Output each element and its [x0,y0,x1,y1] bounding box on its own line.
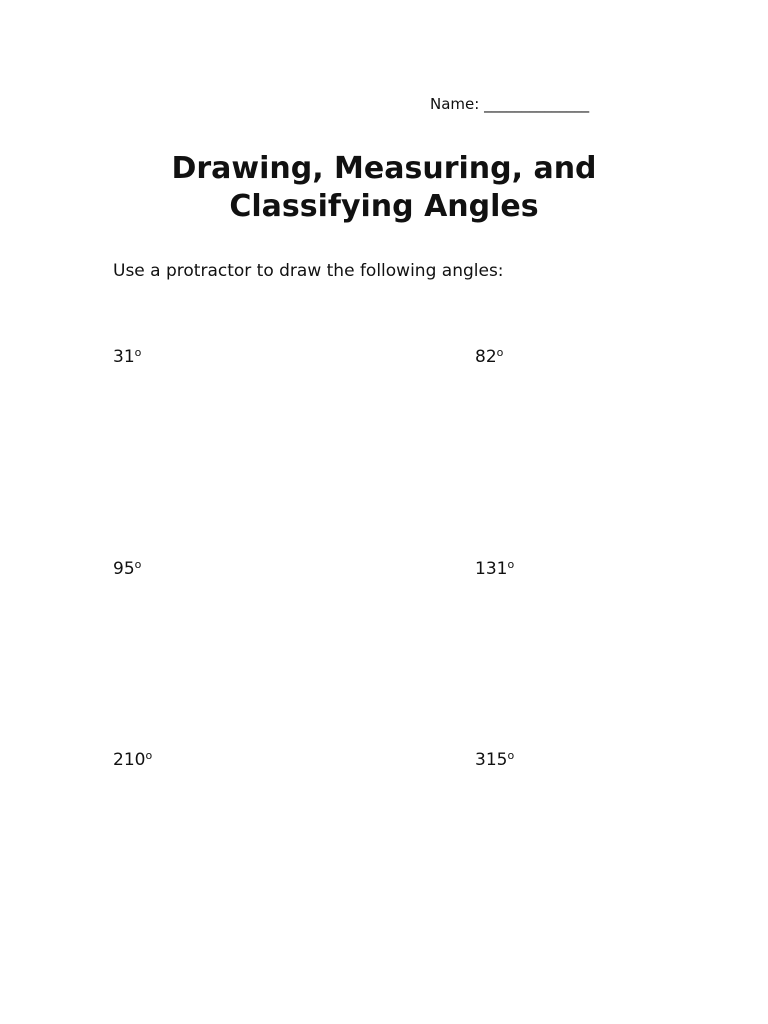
angle-item-1 [113,346,141,367]
angle-value: 95 [113,559,135,579]
angle-value: 131 [475,559,508,579]
angle-value: 210 [113,750,146,770]
degree-symbol: o [134,558,142,571]
instructions-text: Use a protractor to draw the following angles: [113,261,504,281]
degree-symbol: o [145,749,153,762]
angle-item-5 [113,749,152,770]
angle-item-3 [113,558,141,579]
page-title [0,150,768,226]
angle-item-2 [475,346,503,367]
degree-symbol: o [496,346,504,359]
angle-item-6 [475,749,514,770]
page-title-line-1: Drawing, Measuring, and [171,151,597,186]
angle-value: 315 [475,750,508,770]
degree-symbol: o [134,346,142,359]
angle-value: 31 [113,347,135,367]
page-title-line-2: Classifying Angles [229,189,539,224]
angle-value: 82 [475,347,497,367]
name-field-label: Name: ______________ [430,95,590,113]
angle-item-4 [475,558,514,579]
degree-symbol: o [507,558,515,571]
degree-symbol: o [507,749,515,762]
